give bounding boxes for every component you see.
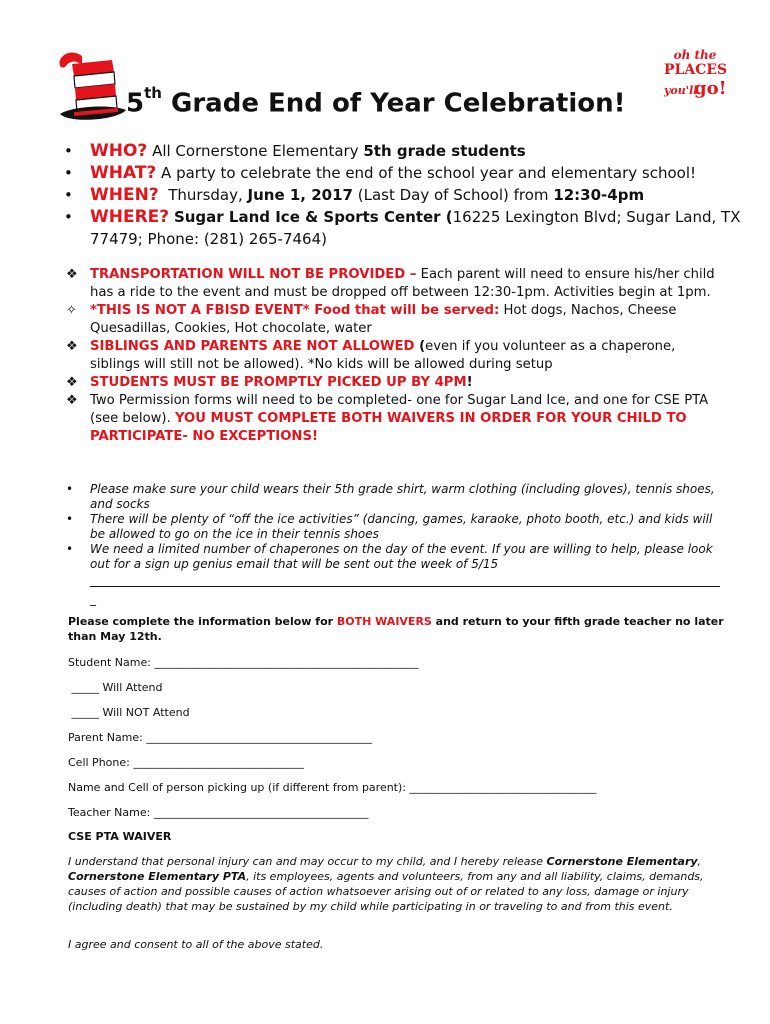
bullet-icon: • [64,186,73,204]
event-details-list [64,140,744,250]
bullet-icon: • [66,542,74,556]
diamond-icon: ❖ [66,267,78,282]
will-attend-field[interactable]: _____ Will Attend [68,681,163,694]
form-instructions: Please complete the information below for BOTH WAIVERS and return to your fifth grade teacher no later than May 12th. [68,615,724,643]
list-item: • Please make sure your child wears their 5th grade shirt, warm clothing (including gloves), tennis shoes, and socks [66,482,715,511]
cell-phone-field[interactable]: Cell Phone: _______________________________ [68,756,304,769]
diamond-icon: ❖ [66,375,78,390]
bullet-icon: • [66,512,74,526]
what-item: • WHAT? A party to celebrate the end of the school year and elementary school! [64,163,697,183]
signature-rule [90,585,720,587]
parent-name-field[interactable]: Parent Name: _________________________________________ [68,731,372,744]
where-item: • WHERE? Sugar Land Ice & Sports Center (16225 Lexington Blvd; Sugar Land, TX 77479; Phone: (281) 265-7464) [64,207,741,248]
list-item: • We need a limited number of chaperones on the day of the event. If you are willing to help, please look out for a sign up genius email that will be sent out the week of 5/15 [66,542,713,571]
food-item: ✧ *THIS IS NOT A FBISD EVENT* Food that will be served: Hot dogs, Nachos, Cheese Quesadillas, Cookies, Hot chocolate, water [66,303,677,336]
page-title: 5th Grade End of Year Celebration! [126,84,626,119]
student-name-field[interactable]: Student Name: ________________________________________________ [68,656,419,669]
waiver-title: CSE PTA WAIVER [68,830,172,843]
diamond-icon: ❖ [66,339,78,354]
logo-line-4: go! [694,78,727,99]
logo-line-3: you'll [664,84,698,97]
bullet-icon: • [64,164,73,182]
when-item: • WHEN? Thursday, June 1, 2017 (Last Day of School) from 12:30-4pm [64,185,645,205]
transportation-item: ❖ TRANSPORTATION WILL NOT BE PROVIDED – Each parent will need to ensure his/her child has a ride to the event and must be dropped off between 12:30-1pm. Activities begin at 1pm. [66,267,715,300]
teacher-name-field[interactable]: Teacher Name: _______________________________________ [68,806,369,819]
siblings-item: ❖ SIBLINGS AND PARENTS ARE NOT ALLOWED (even if you volunteer as a chaperone, siblings will still not be allowed). *No kids will be allowed during setup [66,339,676,372]
agree-statement: I agree and consent to all of the above stated. [68,938,324,951]
logo-line-2: PLACES [664,62,728,78]
hollow-diamond-icon: ✧ [66,303,77,318]
rule-dash: _ [90,592,96,606]
waiver-form [68,614,728,951]
bullet-icon: • [66,482,74,496]
permission-forms-item: ❖ Two Permission forms will need to be completed- one for Sugar Land Ice, and one for CSE PTA (see below). YOU MUST COMPLETE BOTH WAIVERS IN ORDER FOR YOUR CHILD TO PARTICIPATE- NO EXCEPTIONS! [66,393,709,444]
diamond-icon: ❖ [66,393,78,408]
waiver-text: I understand that personal injury can and may occur to my child, and I hereby release Cornerstone Elementary, Cornerstone Elementary PTA, its employees, agents and volunteers, from any and all liability, claims, demands, causes of action and possible causes of action whatsoever arising out of or related to any loss, damage or injury (including death) that may be sustained by my child while participating in or traveling to and from this event. [68,855,704,913]
list-item: • There will be plenty of “off the ice activities” (dancing, games, karaoke, photo booth, etc.) and kids will be allowed to go on the ice in their tennis shoes [66,512,713,541]
pickup-item: ❖ STUDENTS MUST BE PROMPTLY PICKED UP BY 4PM! [66,375,473,390]
rules-list [66,266,726,446]
places-logo-icon [664,48,726,120]
bullet-icon: • [64,208,73,226]
bullet-icon: • [64,142,73,160]
will-not-attend-field[interactable]: _____ Will NOT Attend [68,706,190,719]
pickup-person-field[interactable]: Name and Cell of person picking up (if different from parent): __________________________________ [68,781,597,794]
logo-line-1: oh the [673,48,717,62]
cat-in-hat-icon [52,46,132,126]
notes-list [66,482,726,572]
who-item: • WHO? All Cornerstone Elementary 5th grade students [64,141,526,161]
